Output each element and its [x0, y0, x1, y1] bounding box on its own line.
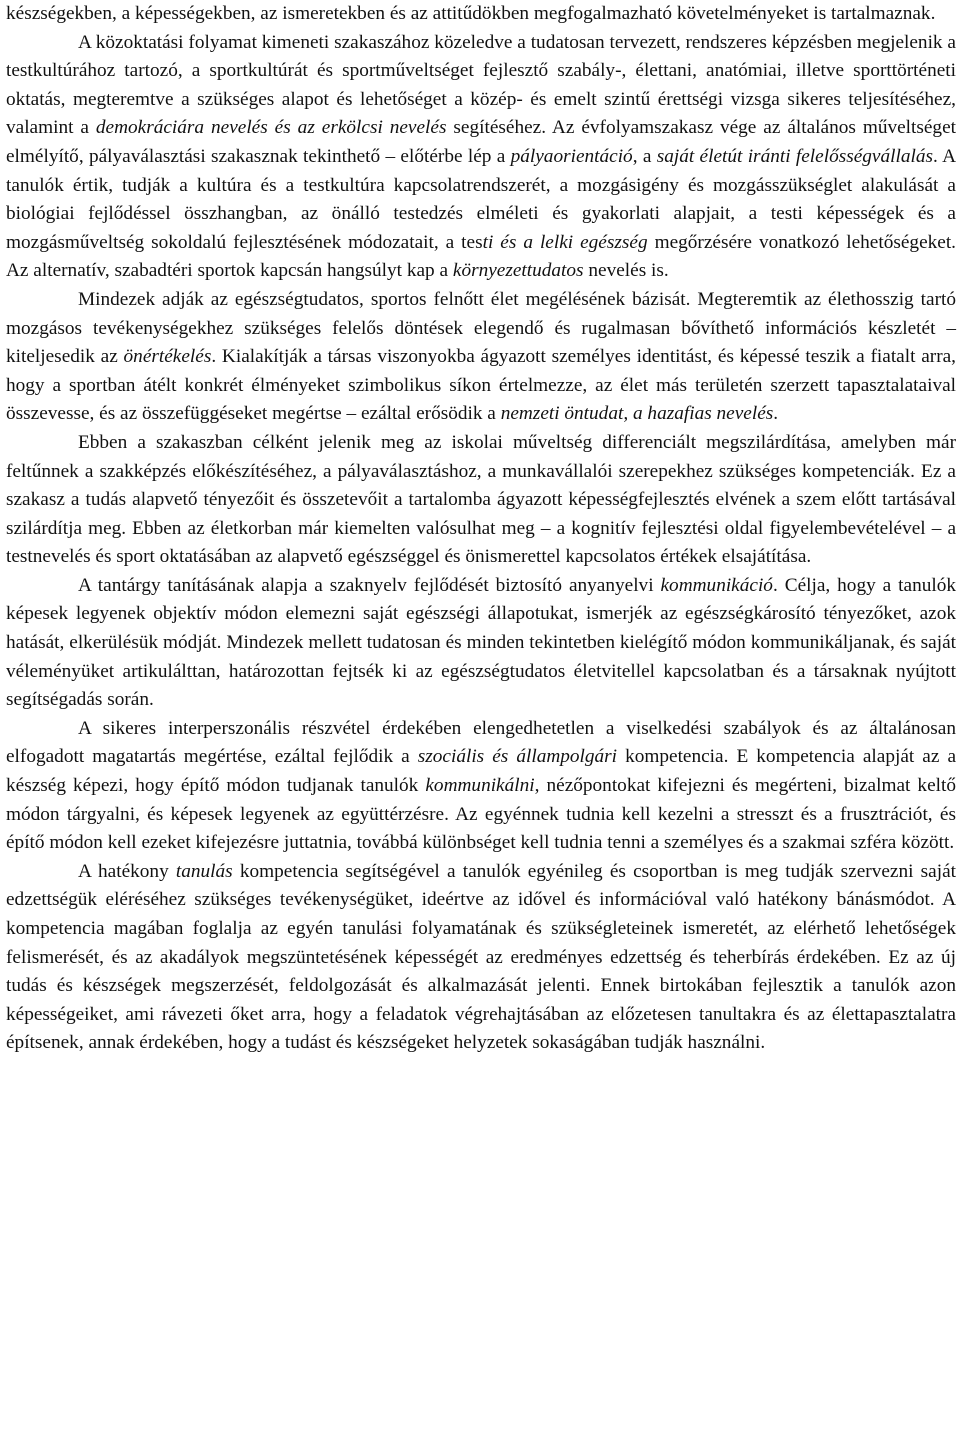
text-run: , a [632, 145, 657, 167]
italic-text-run: kommunikálni [425, 775, 535, 797]
text-run: készségekben, a képességekben, az ismeretekben és az attitűdökben megfogalmazható követelményeket is tartalmaznak. [6, 3, 936, 24]
paragraph-2 [6, 29, 956, 286]
text-run: . Célja, hogy a tanulók képesek legyenek objektív módon elemezni saját egészségi állapotukat, ismerjék az egészségkárosító tényezőket, azok hatását, elkerülésük módját. Mindezek mellett tudatosan és minden tekintetben kielégítő módon kommunikáljanak, és saját véleményüket artikulálttan, határozottan fejtsék ki az egészségtudatos életvitellel kapcsolatban és a társaknak nyújtott segítségadás során. [6, 574, 956, 711]
text-run: Mindezek adják az egészségtudatos, sportos felnőtt élet megélésének bázisát. Megteremtik az élethosszig tartó mozgásos tevékenységekhez szükséges felelős döntések elegendő és rugalmasan bővíthető információs készletét – kiteljesedik az [6, 288, 956, 368]
text-run: kompetencia segítségével a tanulók egyénileg és csoportban is meg tudják szervezni saját edzettségük eléréséhez szükséges tevékenységüket, ideértve az idővel és információval való hatékony bánásmódot. A kompetencia magában foglalja az egyén tanulási folyamatának és szükségleteinek ismeretét, az elérhető lehetőségek felismerését, és az akadályok megszüntetésének képességét az eredményes edzettség és teherbírás érdekében. Ez az új tudás és készségek megszerzését, feldolgozását és alkalmazását jelenti. Ennek birtokában fejlesztik a tanulók azon képességeiket, ami rávezeti őket arra, hogy a feladatok végrehajtásában az előzetesen tanultakra és az élettapasztalatra építsenek, annak érdekében, hogy a tudást és készségeket helyzetek sokaságában tudják használni. [6, 860, 956, 1054]
text-run: nevelés is. [583, 260, 669, 282]
text-run: Ebben a szakaszban célként jelenik meg az iskolai műveltség differenciált megszilárdítása, amelyben már feltűnnek a szakképzés előkészítéséhez, a pályaválasztáshoz, a munkavállalói szerepekhez szükséges kompetenciák. Ez a szakasz a tudás alapvető tényezőit és összetevőit a tartalomba ágyazott képességfejlesztés elvének a szem előtt tartásával szilárdítja meg. Ebben az életkorban már kiemelten valósulhat meg – a kognitív fejlesztési oldal figyelembevételével – a testnevelés és sport oktatásában az alapvető egészséggel és önismerettel kapcsolatos értékek elsajátítása. [6, 431, 956, 568]
italic-text-run: demokráciára nevelés és az erkölcsi nevelés [95, 117, 447, 139]
text-run: kompetencia. E kompetencia alapját az a készség képezi, hogy építő módon tudjanak tanulók [6, 746, 956, 797]
paragraph-6 [6, 715, 956, 858]
text-run: A közoktatási folyamat kimeneti szakaszához közeledve a tudatosan tervezett, rendszeres képzésben megjelenik a testkultúrához tartozó, a sportkultúrát és sportműveltséget fejlesztő szabály-, élettani, anatómiai, illetve sporttörténeti oktatás, megteremtve a szükséges alapot és lehetőséget a közép- és emelt szintű érettségi vizsga sikeres teljesítéséhez, valamint a [6, 31, 956, 139]
italic-text-run: nemzeti öntudat, a hazafias nevelés [500, 403, 774, 425]
text-run: , nézőpontokat kifejezni és megérteni, bizalmat keltő módon tárgyalni, és képesek legyenek az együttérzésre. Az egyénnek tudnia kell kezelni a stresszt és a frusztrációt, és építő módon kell ezeket kifejezésre juttatnia, továbbá különbséget kell tudnia tenni a személyes és a szakmai szféra között. [6, 775, 956, 854]
italic-text-run: önértékelés [123, 346, 212, 368]
document-page [6, 0, 956, 1058]
paragraph-4 [6, 429, 956, 572]
italic-text-run: környezettudatos [452, 260, 584, 282]
text-run: segítéséhez. Az évfolyamszakasz vége az általános műveltséget elmélyítő, pályaválasztási szakasznak tekinthető – előtérbe lép a [6, 117, 956, 167]
paragraph-5 [6, 572, 956, 715]
text-run: . A tanulók értik, tudják a kultúra és a testkultúra kapcsolatrendszerét, a mozgásigény és mozgásszükséglet alakulását a biológiai fejlődéssel összhangban, az önálló testedzés elméleti és gyakorlati alapjait, a testi képességek és a mozgásműveltség sokoldalú fejlesztésének módozatait, a tes [6, 145, 956, 253]
italic-text-run: pályaorientáció [510, 145, 633, 167]
paragraph-1 [6, 0, 956, 29]
text-run: . [773, 403, 779, 425]
italic-text-run: kommunikáció [660, 574, 773, 596]
text-run: A hatékony [78, 860, 176, 882]
text-run: A sikeres interperszonális részvétel érdekében elengedhetetlen a viselkedési szabályok és az általánosan elfogadott magatartás megértése, ezáltal fejlődik a [6, 717, 956, 768]
italic-text-run: saját életút iránti felelősségvállalás [656, 145, 933, 167]
text-run: megőrzésére vonatkozó lehetőségeket. Az alternatív, szabadtéri sportok kapcsán hangsúlyt kap a [6, 231, 956, 282]
italic-text-run: ti és a lelki egészség [482, 231, 648, 253]
paragraph-3 [6, 286, 956, 429]
italic-text-run: szociális és állampolgári [417, 746, 618, 768]
italic-text-run: tanulás [175, 860, 233, 882]
text-run: . Kialakítják a társas viszonyokba ágyazott személyes identitást, és képessé teszik a fiatalt arra, hogy a sportban átélt konkrét élményeket szimbolikus síkon értelmezze, az élet más területén szerzett tapasztalataival összevesse, és az összefüggéseket megértse – ezáltal erősödik a [6, 346, 956, 425]
paragraph-7 [6, 858, 956, 1058]
text-run: A tantárgy tanításának alapja a szaknyelv fejlődését biztosító anyanyelvi [78, 574, 661, 596]
